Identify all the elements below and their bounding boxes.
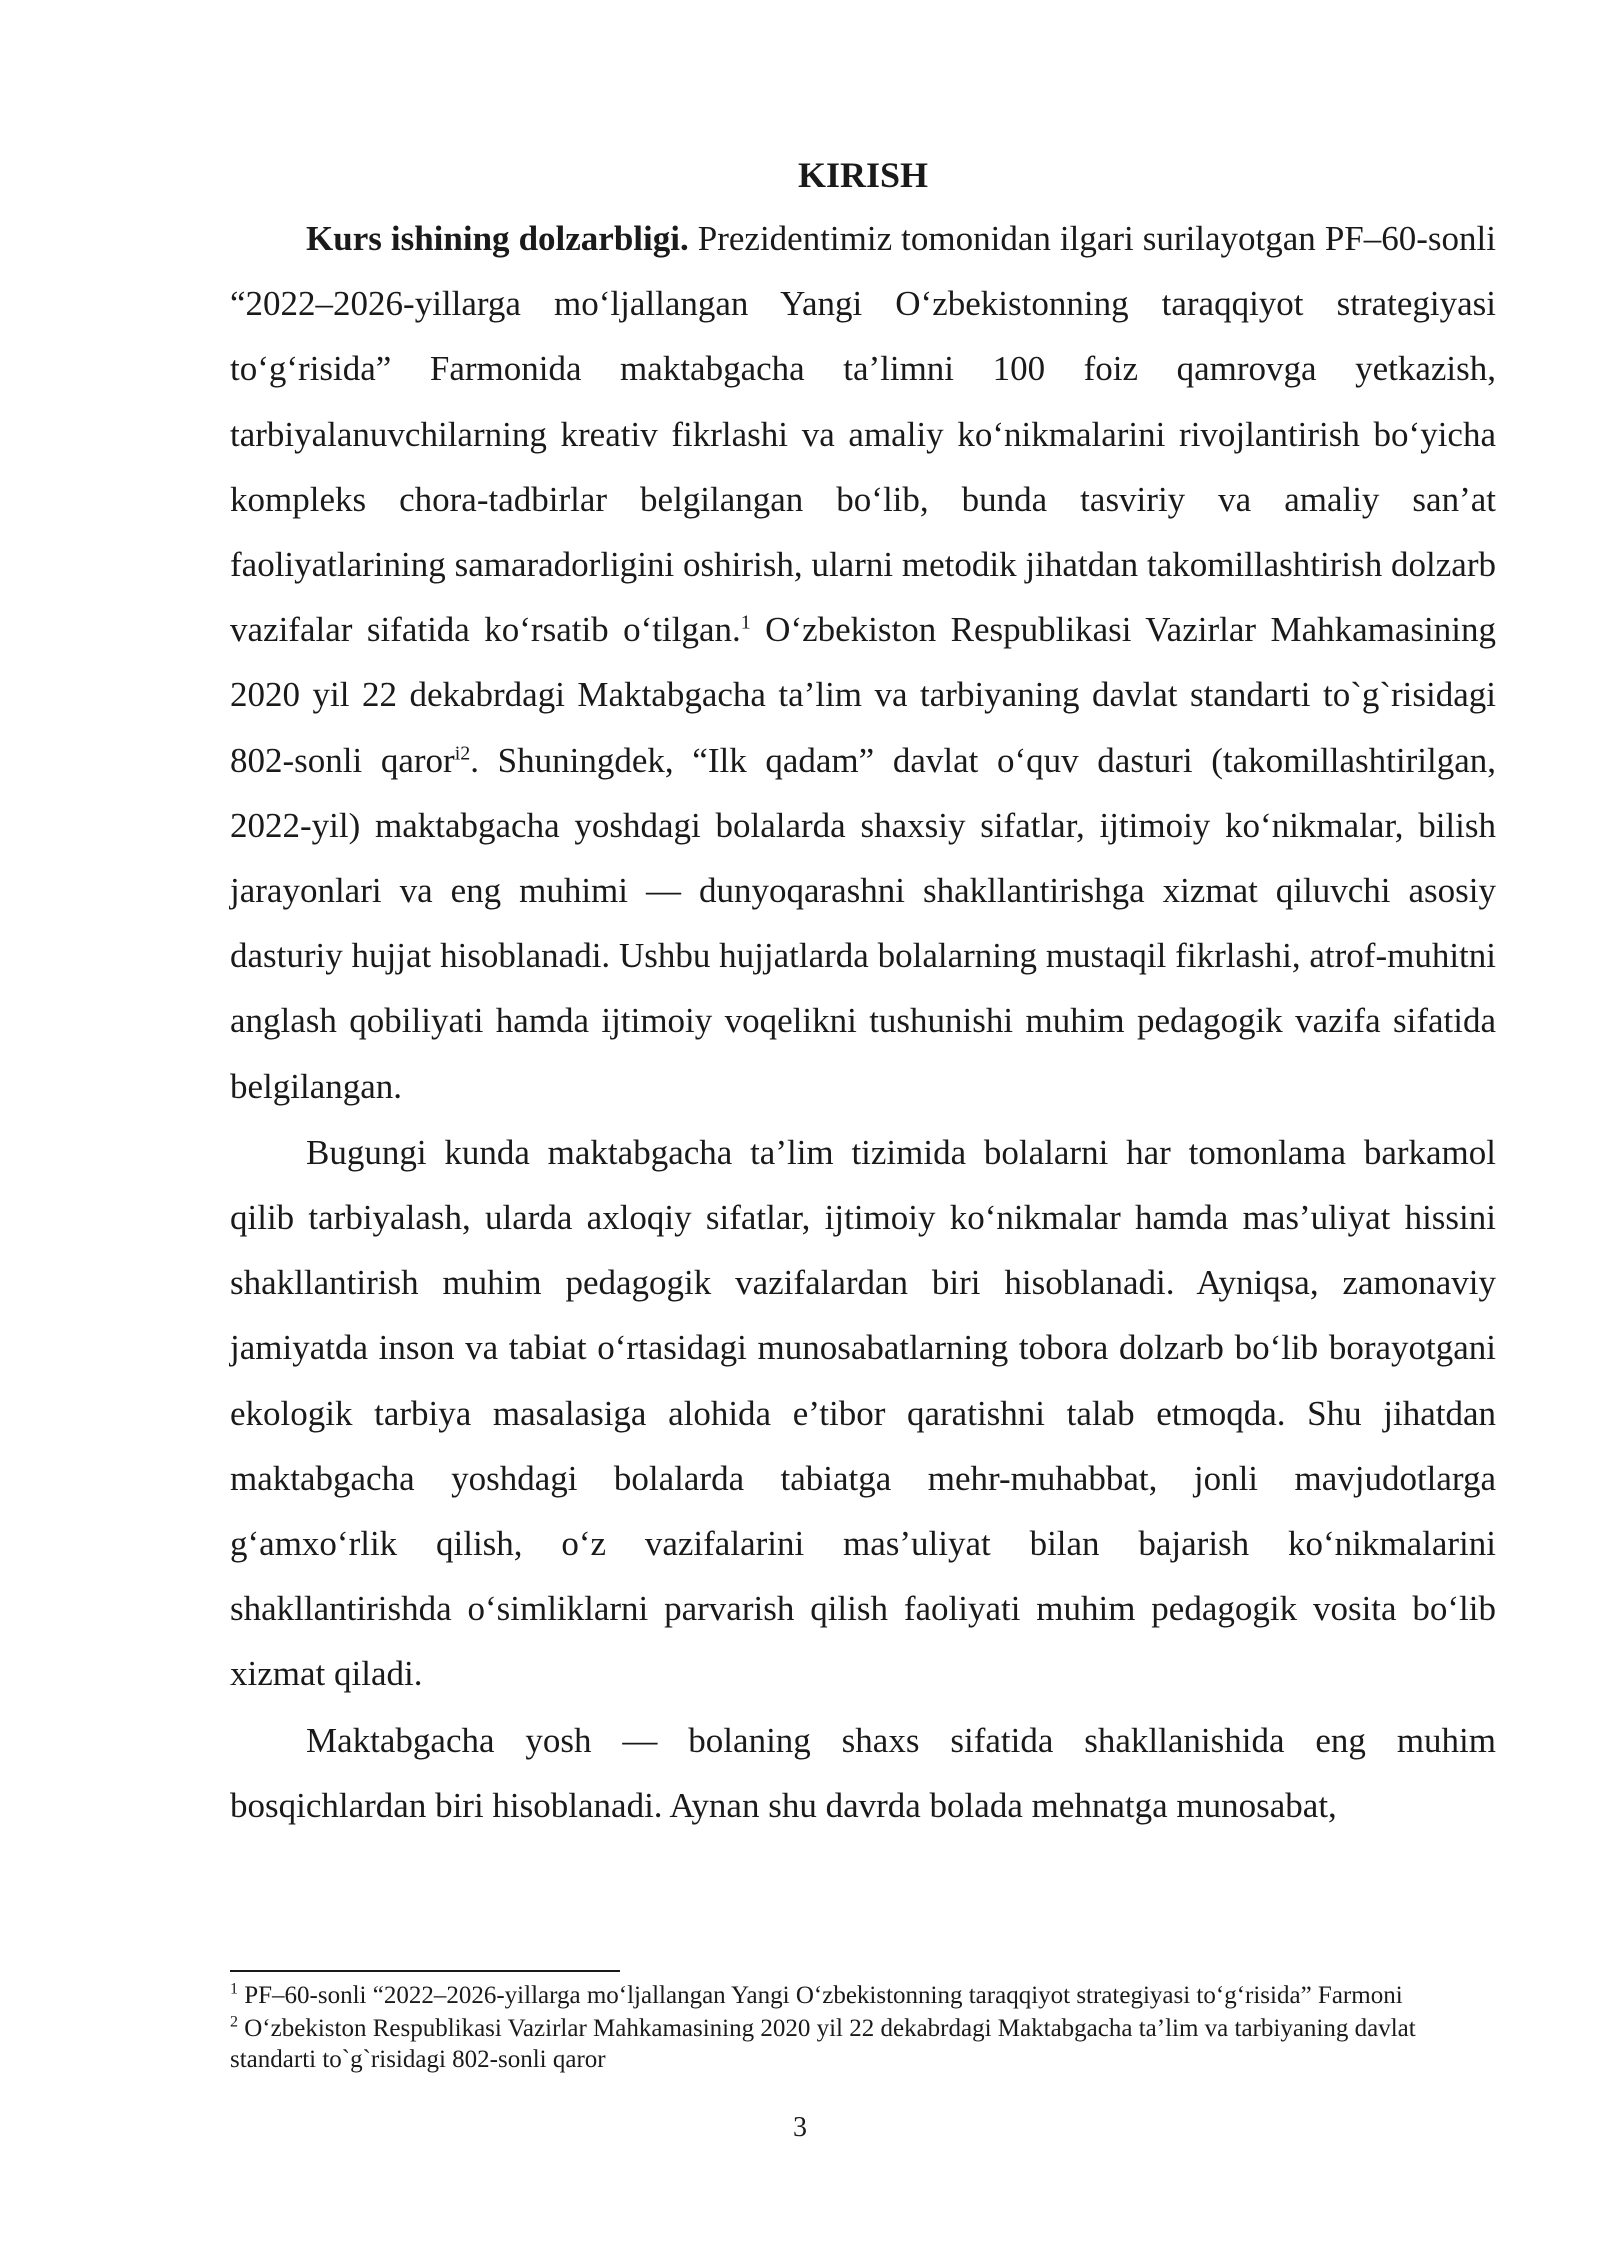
footnote-item [230,2013,1496,2075]
footnote-text: PF–60-sonli “2022–2026-yillarga mo‘ljallangan Yangi O‘zbekistonning taraqqiyot strategiyasi to‘g‘risida” Farmoni [238,1982,1403,2009]
page-number: 3 [793,2112,807,2143]
footnote-text: O‘zbekiston Respublikasi Vazirlar Mahkamasining 2020 yil 22 dekabrdagi Maktabgacha ta’lim va tarbiyaning davlat standarti to`g`risidagi 802-sonli qaror [230,2015,1416,2073]
paragraph-text: Bugungi kunda maktabgacha ta’lim tizimida bolalarni har tomonlama barkamol qilib tarbiyalash, ularda axloqiy sifatlar, ijtimoiy ko‘nikmalar hamda mas’uliyat hissini shakllantirish muhim pedagogik vazifalardan biri hisoblanadi. Ayniqsa, zamonaviy jamiyatda inson va tabiat o‘rtasidagi munosabatlarning tobora dolzarb bo‘lib borayotgani ekologik tarbiya masalasiga alohida e’tibor qaratishni talab etmoqda. Shu jihatdan maktabgacha yoshdagi bolalarda tabiatga mehr-muhabbat, jonli mavjudotlarga g‘amxo‘rlik qilish, o‘z vazifalarini mas’uliyat bilan bajarish ko‘nikmalarini shakllantirishda o‘simliklarni parvarish qilish faoliyati muhim pedagogik vosita bo‘lib xizmat qiladi. [230,1132,1496,1694]
page-title: KIRISH [797,155,929,195]
footnote-reference[interactable]: i2 [454,741,471,764]
footnotes [230,1980,1496,2077]
page-body [230,148,1496,1839]
paragraph-relevance [230,206,1496,1119]
paragraph-lead: Kurs ishining dolzarbligi. [306,219,689,258]
paragraph-text: . Shuningdek, “Ilk qadam” davlat o‘quv dasturi (takomillashtirilgan, 2022-yil) maktabgacha yoshdagi bolalarda shaxsiy sifatlar, ijtimoiy ko‘nikmalar, bilish jarayonlari va eng muhimi — dunyoqarashni shakllantirishga xizmat qiluvchi asosiy dasturiy hujjat hisoblanadi. Ushbu hujjatlarda bolalarning mustaqil fikrlashi, atrof-muhitni anglash qobiliyati hamda ijtimoiy voqelikni tushunishi muhim pedagogik vazifa sifatida belgilangan. [230,740,1496,1106]
footnote-mark: 2 [230,2013,238,2031]
footnote-item [230,1980,1496,2011]
footnote-separator [230,1970,620,1972]
footnote-reference[interactable]: 1 [740,611,751,634]
footnote-mark: 1 [230,1980,238,1998]
paragraph-text: Maktabgacha yosh — bolaning shaxs sifatida shakllanishida eng muhim bosqichlardan biri hisoblanadi. Aynan shu davrda bolada mehnatga munosabat, [230,1720,1496,1825]
paragraph-text: Prezidentimiz tomonidan ilgari surilayotgan PF–60-sonli “2022–2026-yillarga mo‘ljallangan Yangi O‘zbekistonning taraqqiyot strategiyasi to‘g‘risida” Farmonida maktabgacha ta’limni 100 foiz qamrovga yetkazish, tarbiyalanuvchilarning kreativ fikrlashi va amaliy ko‘nikmalarini rivojlantirish bo‘yicha kompleks chora-tadbirlar belgilangan bo‘lib, bunda tasviriy va amaliy san’at faoliyatlarining samaradorligini oshirish, ularni metodik jihatdan takomillashtirish dolzarb vazifalar sifatida ko‘rsatib o‘tilgan. [230,219,1496,650]
paragraph-text: O‘zbekiston Respublikasi Vazirlar Mahkamasining 2020 yil 22 dekabrdagi Maktabgacha ta’lim va tarbiyaning davlat standarti to`g`risidagi 802-sonli qaror [230,610,1496,780]
